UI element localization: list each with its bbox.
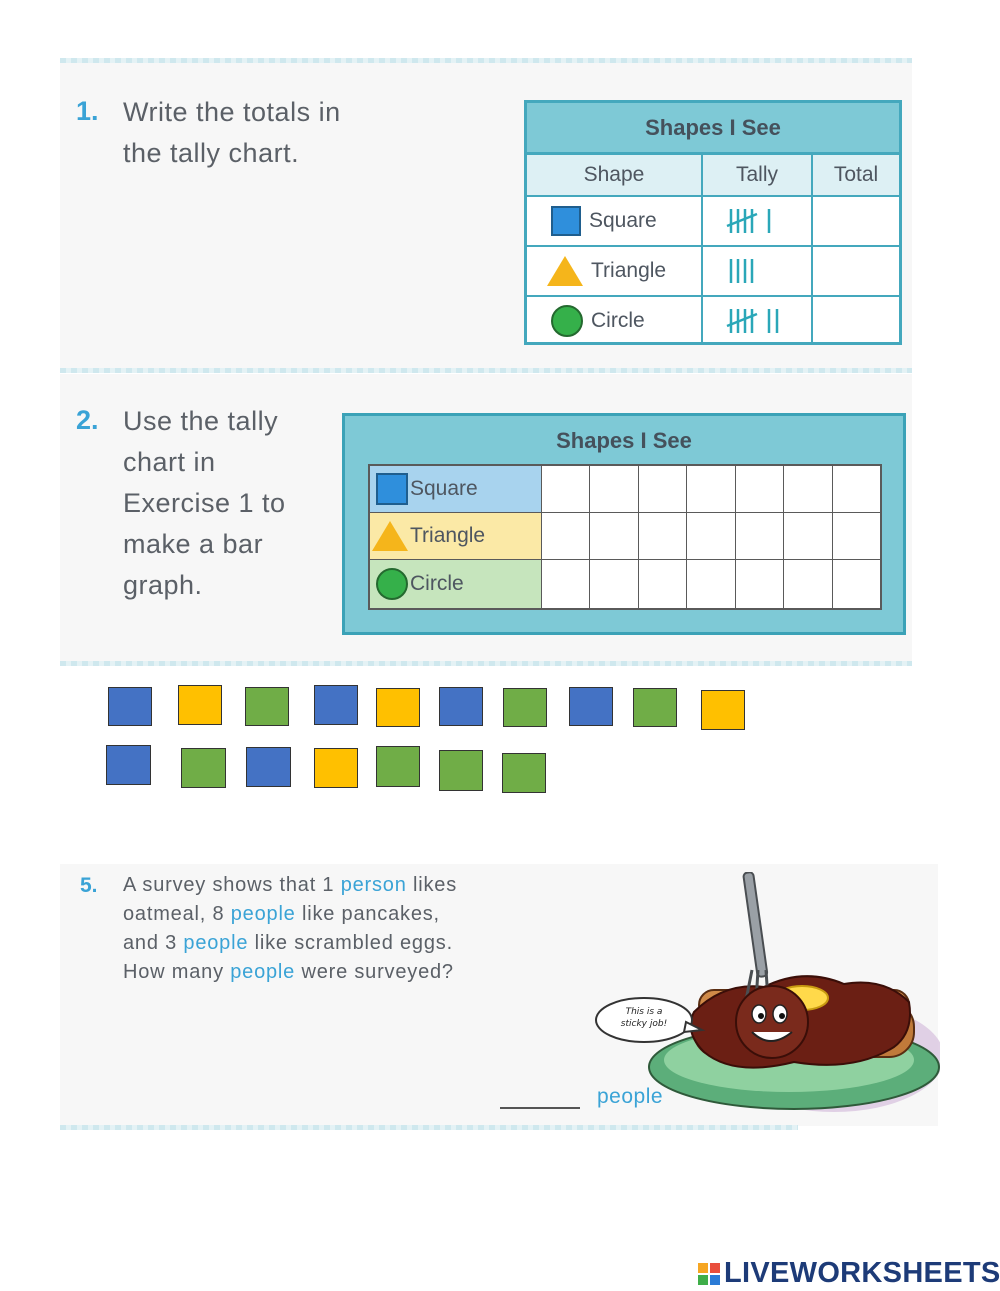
bar-row-triangle [370, 513, 880, 560]
tally-marks [703, 247, 813, 295]
total-input[interactable] [813, 247, 899, 295]
yellow-tile[interactable] [701, 690, 745, 730]
green-tile[interactable] [181, 748, 226, 788]
bar-cell[interactable] [784, 513, 832, 559]
blue-tile[interactable] [314, 685, 358, 725]
divider [60, 368, 912, 373]
bar-graph-title: Shapes I See [556, 428, 692, 453]
divider [60, 661, 912, 666]
bar-cell[interactable] [687, 560, 735, 608]
tally-marks [703, 297, 813, 345]
bar-cell[interactable] [542, 513, 590, 559]
exercise-5-number: 5. [80, 874, 98, 897]
speech-bubble-text: This is a sticky job! [620, 1007, 668, 1029]
row-label: Triangle [410, 524, 486, 547]
divider [60, 58, 912, 63]
blue-tile[interactable] [439, 687, 483, 726]
bar-graph [342, 413, 906, 635]
green-tile[interactable] [502, 753, 546, 793]
exercise-5-prompt: A survey shows that 1 person likes oatmeal, 8 people like pancakes, and 3 people like scrambled eggs. How many people were surveyed? [123, 874, 458, 983]
table-row [527, 297, 899, 345]
liveworksheets-logo [698, 1257, 1000, 1290]
blue-tile[interactable] [246, 747, 291, 787]
blue-tile[interactable] [106, 745, 151, 785]
bar-cell[interactable] [687, 513, 735, 559]
green-tile[interactable] [245, 687, 289, 726]
total-input[interactable] [813, 197, 899, 245]
bar-cell[interactable] [687, 466, 735, 512]
square-icon [551, 206, 581, 236]
bar-cell[interactable] [833, 560, 880, 608]
answer-input[interactable] [500, 1107, 580, 1109]
total-input[interactable] [813, 297, 899, 345]
bar-cell[interactable] [784, 560, 832, 608]
triangle-icon [547, 256, 583, 286]
answer-unit: people [597, 1085, 664, 1108]
bar-row-circle [370, 560, 880, 608]
exercise-1-number: 1. [76, 96, 99, 126]
square-icon [376, 473, 408, 505]
divider [60, 1125, 798, 1130]
green-tile[interactable] [503, 688, 547, 727]
bar-cell[interactable] [833, 513, 880, 559]
bar-cell[interactable] [542, 466, 590, 512]
logo-mark-icon [698, 1263, 720, 1285]
exercise-2-number: 2. [76, 405, 99, 435]
table-row [527, 247, 899, 297]
triangle-icon [372, 521, 408, 551]
logo-text: LIVEWORKSHEETS [724, 1257, 1000, 1289]
table-row [527, 197, 899, 247]
yellow-tile[interactable] [314, 748, 358, 788]
bar-row-square [370, 466, 880, 513]
row-label: Triangle [591, 259, 667, 282]
exercise-1-prompt: Write the totals in the tally chart. [123, 97, 341, 168]
row-label: Circle [591, 309, 645, 332]
bar-cell[interactable] [736, 466, 784, 512]
tally-four-icon [725, 256, 785, 286]
blue-tile[interactable] [108, 687, 152, 726]
tally-six-icon [725, 206, 785, 236]
bar-cell[interactable] [590, 513, 638, 559]
tally-marks [703, 197, 813, 245]
exercise-2-prompt: Use the tally chart in Exercise 1 to make a bar graph. [123, 406, 286, 600]
tally-chart-title: Shapes I See [527, 103, 899, 155]
bar-cell[interactable] [590, 466, 638, 512]
row-label: Square [410, 477, 478, 500]
bar-cell[interactable] [590, 560, 638, 608]
blue-tile[interactable] [569, 687, 613, 726]
green-tile[interactable] [439, 750, 483, 791]
yellow-tile[interactable] [178, 685, 222, 725]
circle-icon [551, 305, 583, 337]
tally-seven-icon [725, 306, 795, 336]
yellow-tile[interactable] [376, 688, 420, 727]
row-label: Square [589, 209, 657, 232]
header-shape: Shape [527, 155, 703, 195]
tally-chart [524, 100, 902, 345]
bar-cell[interactable] [639, 513, 687, 559]
bar-cell[interactable] [784, 466, 832, 512]
tally-chart-header [527, 155, 899, 197]
bar-cell[interactable] [736, 560, 784, 608]
bar-cell[interactable] [542, 560, 590, 608]
green-tile[interactable] [376, 746, 420, 787]
row-label: Circle [410, 572, 464, 595]
bar-cell[interactable] [736, 513, 784, 559]
bar-graph-grid [368, 464, 882, 610]
circle-icon [376, 568, 408, 600]
bar-cell[interactable] [833, 466, 880, 512]
header-tally: Tally [703, 155, 813, 195]
bar-cell[interactable] [639, 466, 687, 512]
header-total: Total [833, 163, 879, 186]
bar-cell[interactable] [639, 560, 687, 608]
green-tile[interactable] [633, 688, 677, 727]
